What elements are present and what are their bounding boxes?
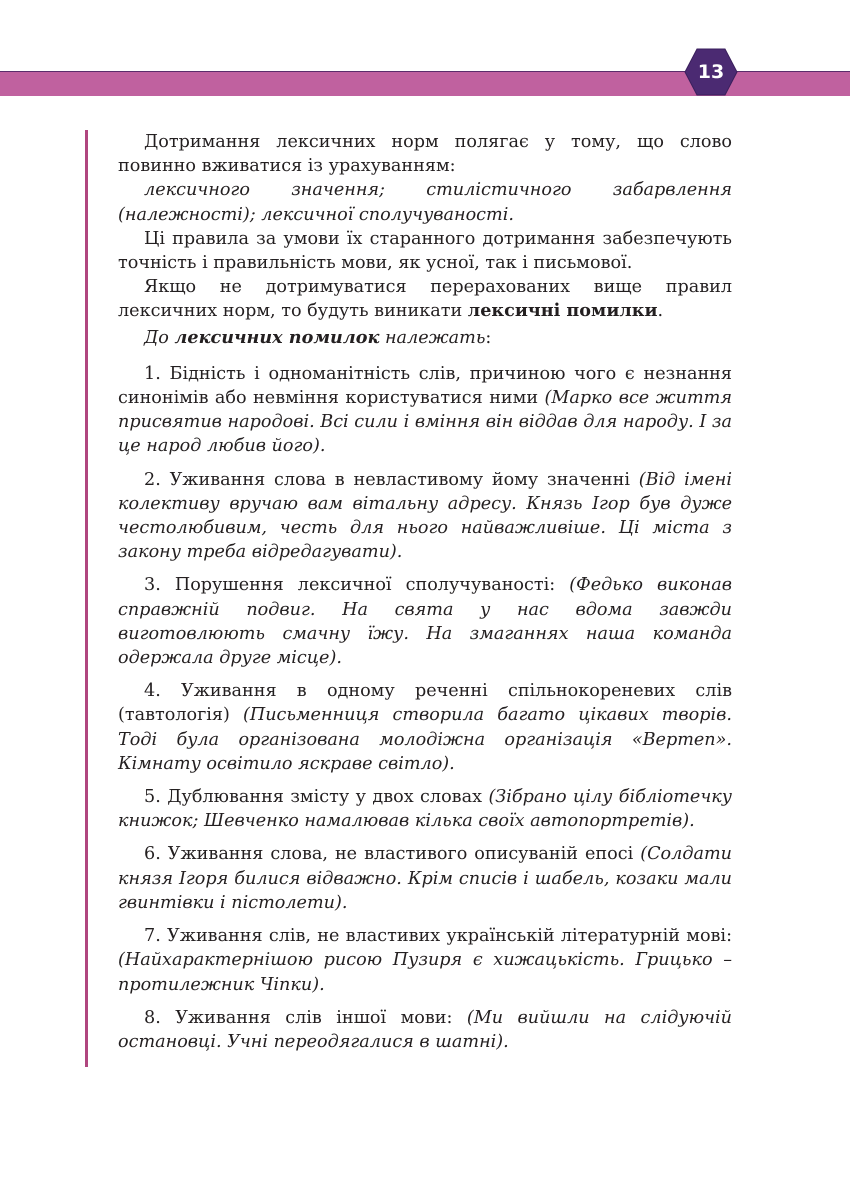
- list-item-text: 7. Уживання слів, не властивих українській літературній мові:: [144, 926, 732, 947]
- list-item-text: 5. Дублювання змісту у двох словах: [144, 787, 489, 808]
- list-item: [118, 573, 732, 670]
- list-item: [118, 468, 732, 565]
- errors-term: лексичні помилки: [467, 300, 658, 322]
- list-item: [118, 842, 732, 915]
- page-body: [118, 130, 732, 1054]
- list-item-example: (Солдати князя Ігоря билися відважно. Крім списів і шабель, козаки мали гвинтівки і пістолети).: [118, 844, 732, 913]
- list-item: [118, 785, 732, 833]
- margin-rule: [85, 130, 88, 1067]
- list-item-text: 3. Порушення лексичної сполучуваності:: [144, 575, 570, 596]
- list-item: [118, 679, 732, 776]
- list-item-example: (Зібрано цілу бібліотечку книжок; Шевченко намалював кілька своїх автопортретів).: [118, 787, 733, 832]
- list-item-text: 1. Бідність і одноманітність слів, причиною чого є незнання синонімів або невміння користуватися ними: [118, 363, 732, 409]
- paragraph-list-heading: [118, 326, 732, 350]
- list-item: [118, 924, 732, 997]
- list-item-example: (Ми вийшли на слідуючій остановці. Учні переодягалися в шатні).: [118, 1007, 732, 1052]
- list-item-text: 6. Уживання слова, не властивого описуваній епосі: [144, 844, 641, 865]
- list-item: [118, 362, 732, 459]
- list-heading-end: :: [485, 327, 492, 348]
- page-number: 13: [697, 61, 725, 83]
- paragraph-errors-intro: [118, 275, 732, 323]
- list-item-example: (Федько виконав справжній подвиг. На свята у нас вдома завжди виготовлюють смачну їжу. На змаганнях наша команда одержала друге місце).: [118, 575, 733, 669]
- paragraph-rules: Ці правила за умови їх старанного дотримання забезпечують точність і правильність мови, як усної, так і письмової.: [118, 228, 732, 274]
- list-item-example: (Письменниця створила багато цікавих творів. Тоді була організована молодіжна організація «Вертеп». Кімнату освітило яскраве світло).: [118, 705, 732, 774]
- paragraph-criteria: лексичного значення; стилістичного забарвлення (належності); лексичної сполучуваності.: [118, 180, 732, 225]
- list-item-example: (Від імені колективу вручаю вам вітальну адресу. Князь Ігор був дуже честолюбивим, честь для нього найважливіше. Ці міста з закону треба відредагувати).: [118, 469, 732, 563]
- list-heading-pre: До: [144, 327, 175, 348]
- page-number-badge: [684, 48, 738, 96]
- errors-intro-text: Якщо не дотримуватися перерахованих вище правил лексичних норм, то будуть виникати: [118, 277, 732, 322]
- paragraph-intro: Дотримання лексичних норм полягає у тому, що слово повинно вживатися із урахуванням:: [118, 132, 732, 177]
- errors-intro-end: .: [657, 301, 664, 322]
- list-item-text: 2. Уживання слова в невластивому йому значенні: [144, 469, 639, 490]
- list-item: [118, 1006, 732, 1054]
- list-item-example: (Найхарактернішою рисою Пузиря є хижацькість. Грицько – протилежник Чіпки).: [118, 950, 732, 995]
- list-item-example: (Марко все життя присвятив народові. Всі сили і вміння він віддав для народу. І за це народ любив його).: [118, 388, 733, 457]
- list-item-text: 8. Уживання слів іншої мови:: [144, 1007, 467, 1028]
- list-heading-term: лексичних помилок: [174, 326, 380, 348]
- list-heading-post: належать: [379, 327, 486, 348]
- list-item-text: 4. Уживання в одному реченні спільнокореневих слів (тавтологія): [118, 681, 732, 726]
